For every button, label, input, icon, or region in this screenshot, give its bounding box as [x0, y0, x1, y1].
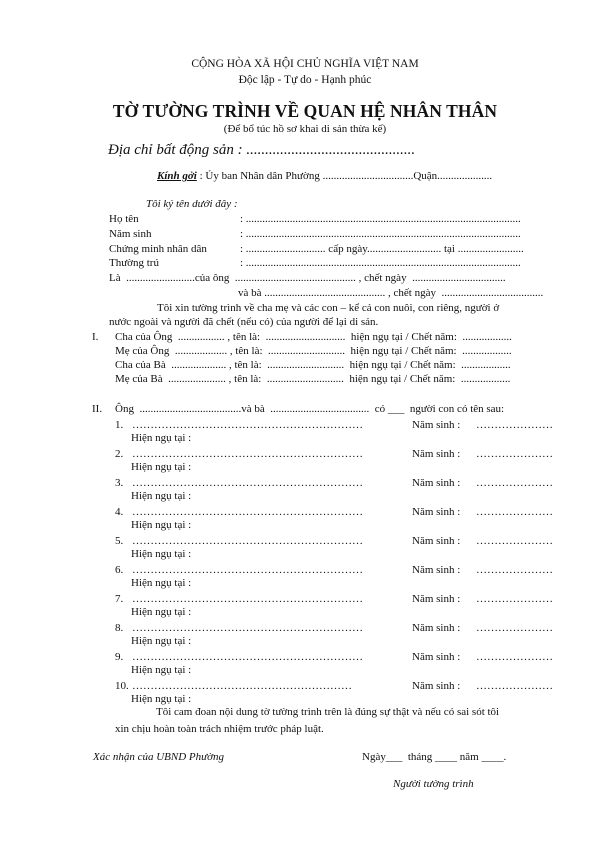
- child-number: 7.: [115, 593, 124, 605]
- child-birth-label: Năm sinh :: [412, 535, 461, 547]
- child-birth-label: Năm sinh :: [412, 680, 461, 692]
- child-residence: Hiện ngụ tại :: [131, 461, 192, 473]
- child-number: 6.: [115, 564, 124, 576]
- property-address-line: Địa chỉ bất động sản : .............................................: [108, 142, 416, 158]
- child-birth-value: …………………: [476, 680, 553, 692]
- child-birth-label: Năm sinh :: [412, 564, 461, 576]
- child-number: 2.: [115, 448, 124, 460]
- child-residence: Hiện ngụ tại :: [131, 519, 192, 531]
- national-motto: Độc lập - Tự do - Hạnh phúc: [238, 74, 372, 86]
- child-name-dots: ………………………………………………………: [132, 448, 363, 460]
- declarant-intro: Tôi ký tên dưới đây :: [146, 198, 238, 210]
- child-birth-value: …………………: [476, 564, 553, 576]
- child-birth-value: …………………: [476, 448, 553, 460]
- recipient-line: [157, 171, 492, 182]
- child-residence: Hiện ngụ tại :: [131, 577, 192, 589]
- child-number: 1.: [115, 419, 124, 431]
- child-name-dots: ………………………………………………………: [132, 419, 363, 431]
- child-birth-label: Năm sinh :: [412, 477, 461, 489]
- child-birth-label: Năm sinh :: [412, 651, 461, 663]
- recipient-text: : Ủy ban Nhân dân Phường .................................Quận....................: [196, 170, 493, 182]
- grandparent-row: Mẹ của Bà ..................... , tên là: ............................ hiện ngụ tại / Chết năm: ..................: [115, 373, 511, 385]
- child-residence: Hiện ngụ tại :: [131, 432, 192, 444]
- section-1-numeral: I.: [92, 331, 99, 343]
- child-residence: Hiện ngụ tại :: [131, 635, 192, 647]
- child-name-dots: ………………………………………………………: [132, 506, 363, 518]
- child-number: 4.: [115, 506, 124, 518]
- field-value: : ............................. cấp ngày........................... tại ........................: [240, 243, 524, 255]
- child-name-dots: ………………………………………………………: [132, 564, 363, 576]
- child-birth-value: …………………: [476, 535, 553, 547]
- statement-line-1: Tôi xin tường trình về cha mẹ và các con – kể cả con nuôi, con riêng, người ở: [157, 302, 500, 314]
- ward-confirmation-label: Xác nhận của UBND Phường: [93, 751, 225, 763]
- child-residence: Hiện ngụ tại :: [131, 490, 192, 502]
- child-residence: Hiện ngụ tại :: [131, 548, 192, 560]
- child-birth-value: …………………: [476, 477, 553, 489]
- child-birth-label: Năm sinh :: [412, 506, 461, 518]
- child-birth-label: Năm sinh :: [412, 448, 461, 460]
- child-number: 3.: [115, 477, 124, 489]
- pledge-line-1: Tôi cam đoan nội dung tờ tường trình trên là đúng sự thật và nếu có sai sót tôi: [156, 706, 500, 718]
- child-residence: Hiện ngụ tại :: [131, 606, 192, 618]
- child-name-dots: ………………………………………………………: [132, 593, 363, 605]
- child-number: 10.: [115, 680, 129, 692]
- child-number: 5.: [115, 535, 124, 547]
- document-subtitle: (Để bổ túc hồ sơ khai di sản thừa kế): [223, 123, 387, 135]
- child-birth-value: …………………: [476, 593, 553, 605]
- field-label: Thường trú: [109, 257, 159, 269]
- child-birth-label: Năm sinh :: [412, 622, 461, 634]
- field-label: Chứng minh nhân dân: [109, 243, 207, 255]
- child-number: 8.: [115, 622, 124, 634]
- grandparent-row: Cha của Bà .................... , tên là: ............................ hiện ngụ tại / Chết năm: ..................: [115, 359, 511, 371]
- recipient-label: Kính gởi: [157, 170, 197, 182]
- statement-line-2: nước ngoài và người đã chết (nếu có) của người để lại di sản.: [109, 316, 379, 328]
- child-birth-value: …………………: [476, 651, 553, 663]
- signing-date-line: Ngày___ tháng ____ năm ____.: [362, 751, 507, 763]
- field-label: Năm sinh: [109, 228, 152, 240]
- document-title: TỜ TƯỜNG TRÌNH VỀ QUAN HỆ NHÂN THÂN: [112, 101, 498, 121]
- section-2-numeral: II.: [92, 403, 103, 415]
- relation-line-mother: và bà ............................................ , chết ngày .....................................: [238, 287, 544, 299]
- child-name-dots: ………………………………………………………: [132, 535, 363, 547]
- field-value: : ....................................................................................................: [240, 257, 521, 269]
- relation-line-father: Là .........................của ông ............................................ , chết ngày ..................................: [109, 272, 506, 284]
- declarant-signature-label: Người tường trình: [393, 778, 474, 790]
- field-label: Họ tên: [109, 213, 139, 225]
- pledge-line-2: xin chịu hoàn toàn trách nhiệm trước pháp luật.: [115, 723, 324, 735]
- child-residence: Hiện ngụ tại :: [131, 664, 192, 676]
- child-name-dots: ………………………………………………………: [132, 622, 363, 634]
- child-name-dots: ………………………………………………………: [132, 651, 363, 663]
- child-birth-label: Năm sinh :: [412, 593, 461, 605]
- child-birth-label: Năm sinh :: [412, 419, 461, 431]
- child-number: 9.: [115, 651, 124, 663]
- grandparent-row: Mẹ của Ông ................... , tên là: ............................ hiện ngụ tại / Chết năm: ..................: [115, 345, 512, 357]
- parents-children-header: Ông .....................................và bà .................................... có ___ người con có tên sau:: [115, 403, 505, 415]
- grandparent-row: Cha của Ông ................. , tên là: ............................. hiện ngụ tại / Chết năm: ..................: [115, 331, 512, 343]
- child-birth-value: …………………: [476, 419, 553, 431]
- child-name-dots: ………………………………………………………: [132, 477, 363, 489]
- child-residence: Hiện ngụ tại :: [131, 693, 192, 705]
- child-birth-value: …………………: [476, 622, 553, 634]
- field-value: : ....................................................................................................: [240, 213, 521, 225]
- child-birth-value: …………………: [476, 506, 553, 518]
- national-header: CỘNG HÒA XÃ HỘI CHỦ NGHĨA VIỆT NAM: [191, 58, 419, 70]
- child-name-dots: ……………………………………………………: [132, 680, 352, 692]
- field-value: : ....................................................................................................: [240, 228, 521, 240]
